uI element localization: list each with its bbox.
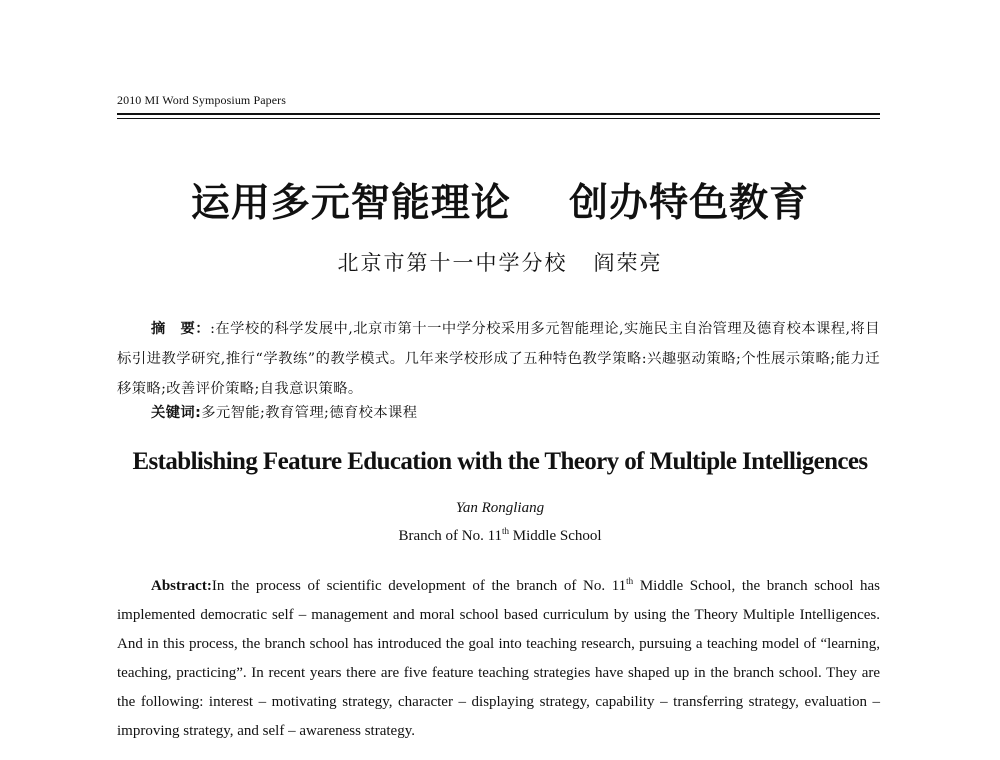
chinese-abstract: [117, 314, 880, 404]
chinese-author-line: 北京市第十一中学分校 阎荣亮: [337, 251, 663, 275]
english-abstract-post: Middle School, the branch school has implemented democratic self – management and moral school based curriculum by using the Theory Multiple Intelligences. And in this process, the branch school has introduced the goal into teaching research, pursuing a teaching model of “learning, teaching, practicing”. In recent years there are five feature teaching strategies have shaped up in the branch school. They are the following: interest – motivating strategy, character – displaying strategy, capability – transferring strategy, evaluation – improving strategy, and self – awareness strategy.: [117, 578, 881, 739]
chinese-keywords: [151, 402, 417, 422]
running-header: 2010 MI Word Symposium Papers: [117, 93, 287, 107]
affiliation-pre: Branch of No. 11: [398, 528, 503, 544]
english-author: Yan Rongliang: [455, 500, 545, 516]
chinese-keywords-label: 关键词:: [151, 405, 202, 421]
affiliation-ordinal: th: [502, 526, 510, 536]
chinese-keywords-text: 多元智能;教育管理;德育校本课程: [201, 405, 418, 421]
english-abstract-label: Abstract:: [151, 578, 212, 594]
english-affiliation: [0, 528, 1000, 545]
chinese-abstract-label: 摘 要：: [151, 321, 211, 337]
header-rule-thick: [117, 113, 880, 115]
header-rule-thin: [117, 118, 880, 119]
chinese-abstract-text: :在学校的科学发展中,北京市第十一中学分校采用多元智能理论,实施民主自治管理及德育校本课程,将目标引进教学研究,推行“学教练”的教学模式。几年来学校形成了五种特色教学策略:兴趣驱动策略;个性展示策略;能力迁移策略;改善评价策略;自我意识策略。: [117, 321, 880, 397]
english-abstract-ordinal: th: [626, 576, 634, 586]
english-abstract: [117, 572, 880, 746]
affiliation-post: Middle School: [509, 528, 602, 544]
english-abstract-pre: In the process of scientific development of the branch of No. 11: [211, 578, 627, 594]
chinese-title: 运用多元智能理论 创办特色教育: [190, 181, 810, 226]
english-title: Establishing Feature Education with the Theory of Multiple Intelligences: [132, 448, 868, 475]
